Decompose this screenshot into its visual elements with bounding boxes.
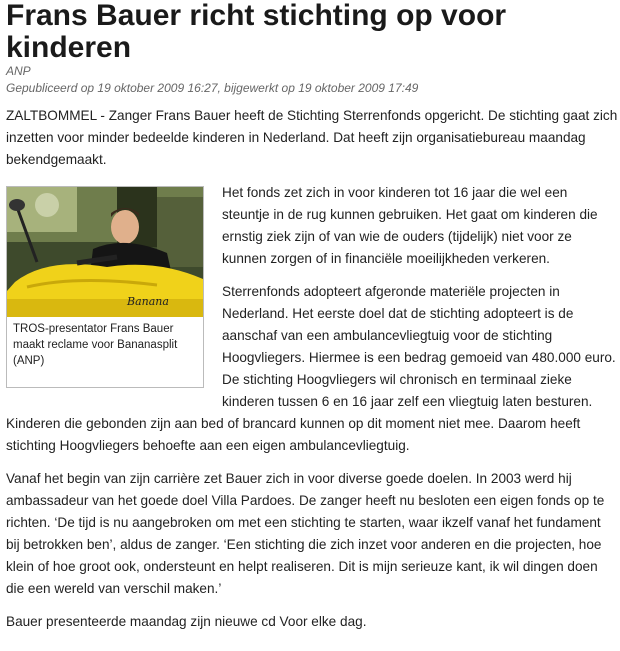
article-meta: Gepubliceerd op 19 oktober 2009 16:27, bijgewerkt op 19 oktober 2009 17:49	[6, 81, 419, 95]
photo-caption: TROS-presentator Frans Bauer maakt reclame voor Bananasplit (ANP)	[13, 323, 178, 367]
paragraph-lead: ZALTBOMMEL - Zanger Frans Bauer heeft de Stichting Sterrenfonds opgericht. De stichting gaat zich inzetten voor minder bedeelde kinderen in Nederland. Dat heeft zijn organisatiebureau maandag bekendgemaakt.	[6, 108, 618, 167]
article-title: Frans Bauer richt stichting op voor kinderen	[6, 0, 507, 64]
paragraph-3: Sterrenfonds adopteert afgeronde materiële projecten in Nederland. Het eerste doel dat de stichting adopteert is de aanschaf van een ambulancevliegtuig voor de stichting Hoogvliegers. Hiermee is een bedrag gemoeid van 480.000 euro. De stichting Hoogvliegers wil chronisch en terminaal zieke kinderen tussen 6 en 16 jaar zelf een vliegtuig laten besturen. Kinderen die gebonden zijn aan bed of brancard kunnen op dit moment niet mee. Daarom heeft stichting Hoogvliegers behoefte aan een eigen ambulancevliegtuig.	[6, 284, 616, 453]
article-source: ANP	[6, 64, 31, 78]
paragraph-5: Bauer presenteerde maandag zijn nieuwe cd Voor elke dag.	[6, 614, 367, 629]
scooter-logo: Banana	[127, 295, 169, 308]
article-body	[6, 105, 618, 644]
article-figure	[6, 186, 204, 388]
paragraph-4: Vanaf het begin van zijn carrière zet Bauer zich in voor diverse goede doelen. In 2003 werd hij ambassadeur van het goede doel Villa Pardoes. De zanger heeft nu besloten een eigen fonds op te richten. ‘De tijd is nu aangebroken om met een stichting te starten, waar ikzelf vanaf het fundament bij betrokken ben’, aldus de zanger. ‘Een stichting die zich inzet voor anderen en die projecten, hoe klein of hoe groot ook, ondersteunt en helpt realiseren. Dit is mijn serieuze kant, ik wil dingen doen die een wereld van verschil maken.’	[6, 471, 605, 596]
paragraph-2: Het fonds zet zich in voor kinderen tot 16 jaar die wel een steuntje in de rug kunnen gebruiken. Het gaat om kinderen die ernstig ziek zijn of van wie de ouders (tijdelijk) niet voor ze kunnen zorgen of in financiële moeilijkheden verkeren.	[222, 185, 598, 266]
article-photo	[7, 187, 203, 317]
